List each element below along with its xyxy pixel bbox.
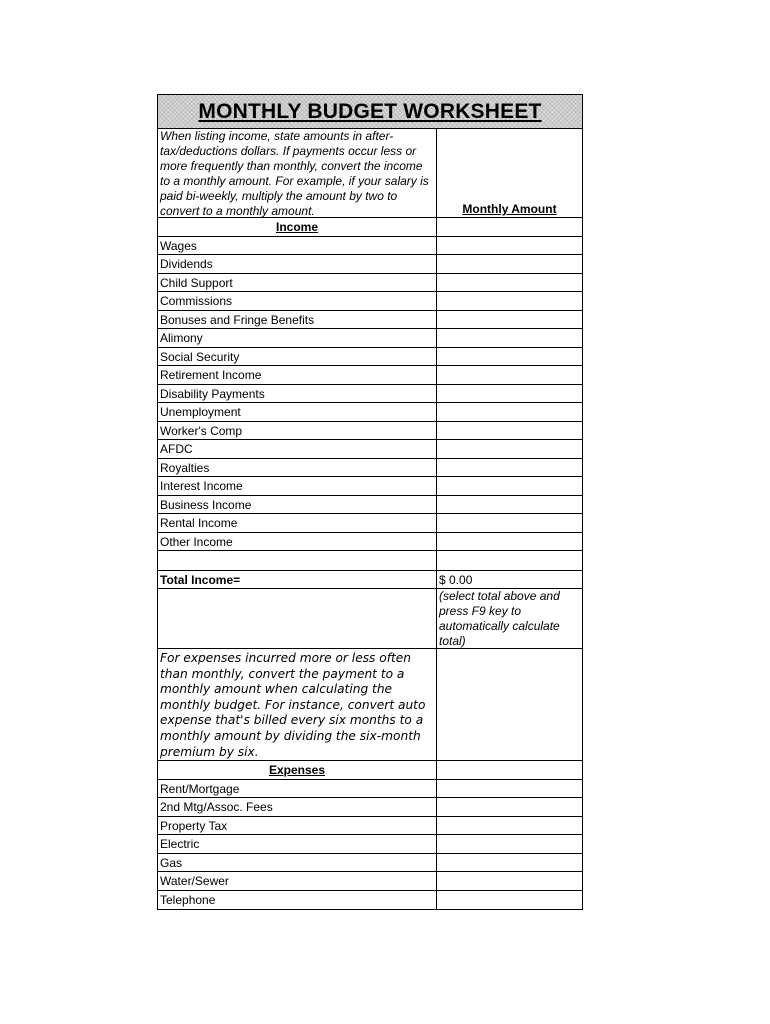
expense-row-rent-mortgage (158, 780, 582, 799)
worksheet-title-bar (158, 95, 582, 129)
income-amount-cell-disability-payments[interactable] (437, 385, 582, 403)
income-label-afdc: AFDC (158, 440, 437, 458)
total-income-row (158, 571, 582, 589)
income-amount-cell-other-income[interactable] (437, 533, 582, 551)
income-amount-cell-worker-s-comp[interactable] (437, 422, 582, 440)
expense-row-water-sewer (158, 872, 582, 891)
total-income-label: Total Income= (158, 571, 437, 588)
expense-row-property-tax (158, 817, 582, 836)
expense-instructions-amount-cell[interactable] (437, 649, 582, 760)
income-label-royalties: Royalties (158, 459, 437, 477)
budget-worksheet (157, 94, 583, 910)
income-row-child-support (158, 274, 582, 293)
worksheet-title: MONTHLY BUDGET WORKSHEET (198, 100, 542, 123)
income-row-interest-income (158, 477, 582, 496)
income-amount-cell-wages[interactable] (437, 237, 582, 255)
monthly-amount-header: Monthly Amount (462, 202, 557, 216)
expense-amount-cell-property-tax[interactable] (437, 817, 582, 835)
total-income-value[interactable]: $ 0.00 (439, 573, 473, 587)
income-amount-cell-bonuses-and-fringe-benefits[interactable] (437, 311, 582, 329)
income-spacer-row (158, 551, 582, 571)
income-row-rental-income (158, 514, 582, 533)
income-amount-cell-unemployment[interactable] (437, 403, 582, 421)
income-row-royalties (158, 459, 582, 478)
expense-amount-cell-2nd-mtg-assoc-fees[interactable] (437, 798, 582, 816)
income-amount-cell-business-income[interactable] (437, 496, 582, 514)
income-row-unemployment (158, 403, 582, 422)
total-income-note: (select total above and press F9 key to automatically calculate total) (439, 589, 560, 648)
income-row-alimony (158, 329, 582, 348)
income-label-other-income: Other Income (158, 533, 437, 551)
income-instructions-row (158, 129, 582, 218)
income-amount-cell-commissions[interactable] (437, 292, 582, 310)
expense-amount-cell-telephone[interactable] (437, 891, 582, 910)
expense-instructions-row (158, 649, 582, 761)
income-row-dividends (158, 255, 582, 274)
income-amount-cell-retirement-income[interactable] (437, 366, 582, 384)
expense-instructions: For expenses incurred more or less often than monthly, convert the payment to a monthly amount when calculating the monthly budget. For instance, convert auto expense that's billed every six months to a monthly amount by dividing the six-month premium by six. (158, 649, 437, 760)
income-label-child-support: Child Support (158, 274, 437, 292)
income-instructions: When listing income, state amounts in after-tax/deductions dollars. If payments occur less or more frequently than monthly, convert the income to a monthly amount. For example, if your salary is paid bi-weekly, multiply the amount by two to convert to a monthly amount. (158, 129, 437, 217)
expense-amount-cell-water-sewer[interactable] (437, 872, 582, 890)
income-label-disability-payments: Disability Payments (158, 385, 437, 403)
income-header-row (158, 218, 582, 237)
spacer-label-cell[interactable] (158, 551, 437, 570)
income-amount-cell-rental-income[interactable] (437, 514, 582, 532)
spacer-amount-cell[interactable] (437, 551, 582, 570)
expense-amount-cell-electric[interactable] (437, 835, 582, 853)
income-row-commissions (158, 292, 582, 311)
income-label-alimony: Alimony (158, 329, 437, 347)
expense-row-gas (158, 854, 582, 873)
income-amount-cell-interest-income[interactable] (437, 477, 582, 495)
expenses-header: Expenses (158, 761, 437, 779)
expense-amount-cell-gas[interactable] (437, 854, 582, 872)
total-note-row (158, 589, 582, 649)
income-row-retirement-income (158, 366, 582, 385)
income-label-bonuses-and-fringe-benefits: Bonuses and Fringe Benefits (158, 311, 437, 329)
income-label-commissions: Commissions (158, 292, 437, 310)
income-rows (158, 237, 582, 552)
income-row-worker-s-comp (158, 422, 582, 441)
expense-label-rent-mortgage: Rent/Mortgage (158, 780, 437, 798)
income-row-other-income (158, 533, 582, 552)
income-row-wages (158, 237, 582, 256)
income-amount-cell-child-support[interactable] (437, 274, 582, 292)
expense-amount-cell-rent-mortgage[interactable] (437, 780, 582, 798)
income-header: Income (158, 218, 437, 236)
expenses-header-row (158, 761, 582, 780)
income-amount-cell-dividends[interactable] (437, 255, 582, 273)
expense-row-electric (158, 835, 582, 854)
expense-row-telephone (158, 891, 582, 910)
income-row-afdc (158, 440, 582, 459)
income-amount-cell-alimony[interactable] (437, 329, 582, 347)
expense-row-2nd-mtg-assoc-fees (158, 798, 582, 817)
income-label-worker-s-comp: Worker's Comp (158, 422, 437, 440)
expense-label-property-tax: Property Tax (158, 817, 437, 835)
income-row-bonuses-and-fringe-benefits (158, 311, 582, 330)
income-row-business-income (158, 496, 582, 515)
expense-label-2nd-mtg-assoc-fees: 2nd Mtg/Assoc. Fees (158, 798, 437, 816)
expenses-header-amount-cell[interactable] (437, 761, 582, 779)
income-label-unemployment: Unemployment (158, 403, 437, 421)
income-label-dividends: Dividends (158, 255, 437, 273)
income-label-rental-income: Rental Income (158, 514, 437, 532)
expense-label-telephone: Telephone (158, 891, 437, 910)
income-header-amount-cell[interactable] (437, 218, 582, 236)
income-amount-cell-social-security[interactable] (437, 348, 582, 366)
income-label-wages: Wages (158, 237, 437, 255)
income-label-interest-income: Interest Income (158, 477, 437, 495)
income-label-social-security: Social Security (158, 348, 437, 366)
income-label-retirement-income: Retirement Income (158, 366, 437, 384)
income-row-social-security (158, 348, 582, 367)
income-amount-cell-royalties[interactable] (437, 459, 582, 477)
income-amount-cell-afdc[interactable] (437, 440, 582, 458)
expense-label-gas: Gas (158, 854, 437, 872)
expense-label-electric: Electric (158, 835, 437, 853)
income-label-business-income: Business Income (158, 496, 437, 514)
total-note-blank-cell[interactable] (158, 589, 437, 648)
expense-rows (158, 780, 582, 910)
expense-label-water-sewer: Water/Sewer (158, 872, 437, 890)
income-row-disability-payments (158, 385, 582, 404)
